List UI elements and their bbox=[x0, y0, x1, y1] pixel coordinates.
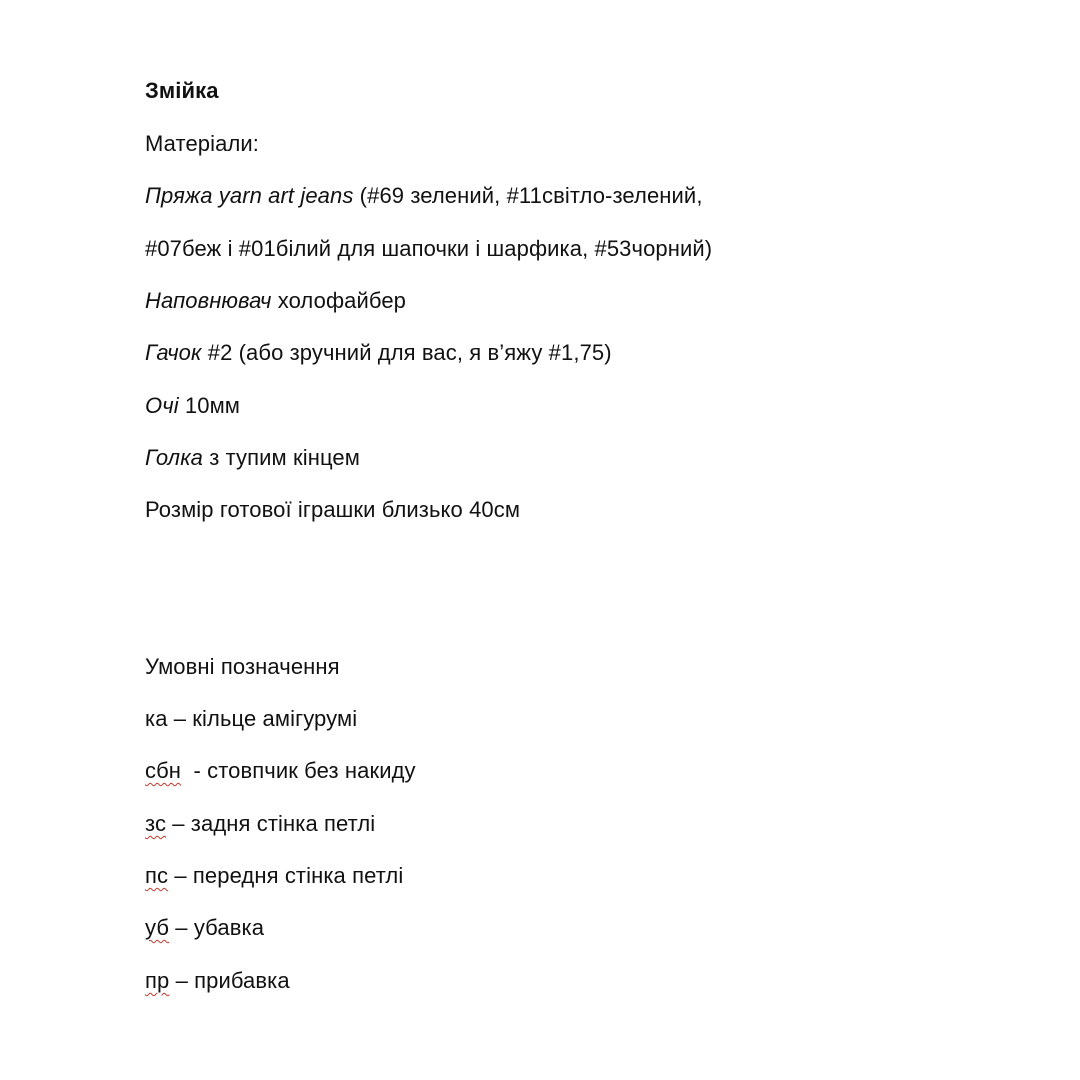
material-yarn-continued: #07беж і #01білий для шапочки і шарфика, #53чорний) bbox=[145, 236, 713, 261]
legend-item bbox=[145, 967, 290, 995]
legend-item bbox=[145, 914, 264, 942]
legend-text: – кільце амігурумі bbox=[167, 706, 358, 731]
legend-item bbox=[145, 757, 416, 785]
legend-abbr[interactable]: пр bbox=[145, 968, 170, 993]
material-hook bbox=[145, 339, 612, 367]
material-hook-label: Гачок bbox=[145, 340, 202, 365]
legend-abbr[interactable]: зс bbox=[145, 811, 167, 836]
legend-abbr[interactable]: сбн bbox=[145, 758, 182, 783]
material-eyes-label: Очі bbox=[145, 393, 179, 418]
legend-item bbox=[145, 862, 403, 890]
material-hook-text: #2 (або зручний для вас, я в’яжу #1,75) bbox=[201, 340, 612, 365]
legend-text: – задня стінка петлі bbox=[166, 811, 376, 836]
materials-heading: Матеріали: bbox=[145, 131, 259, 156]
legend-text: – убавка bbox=[169, 915, 265, 940]
legend-abbr: ка bbox=[145, 706, 168, 731]
legend-text: – прибавка bbox=[169, 968, 290, 993]
legend-abbr[interactable]: уб bbox=[145, 915, 170, 940]
material-filler bbox=[145, 287, 406, 315]
legend-text: - стовпчик без накиду bbox=[181, 758, 416, 783]
material-eyes bbox=[145, 392, 240, 420]
document-title: Змійка bbox=[145, 78, 219, 103]
legend-text: – передня стінка петлі bbox=[168, 863, 404, 888]
material-yarn-text: (#69 зелений, #11світло-зелений, bbox=[353, 183, 703, 208]
material-filler-label: Наповнювач bbox=[145, 288, 272, 313]
material-yarn bbox=[145, 182, 703, 210]
material-eyes-text: 10мм bbox=[178, 393, 241, 418]
material-needle bbox=[145, 444, 360, 472]
material-needle-label: Голка bbox=[145, 445, 204, 470]
legend-item bbox=[145, 810, 375, 838]
legend-item bbox=[145, 705, 357, 733]
material-needle-text: з тупим кінцем bbox=[203, 445, 360, 470]
legend-heading: Умовні позначення bbox=[145, 654, 340, 679]
legend-abbr[interactable]: пс bbox=[145, 863, 169, 888]
toy-size: Розмір готової іграшки близько 40см bbox=[145, 497, 521, 522]
material-yarn-label: Пряжа yarn art jeans bbox=[145, 183, 354, 208]
material-filler-text: холофайбер bbox=[271, 288, 407, 313]
